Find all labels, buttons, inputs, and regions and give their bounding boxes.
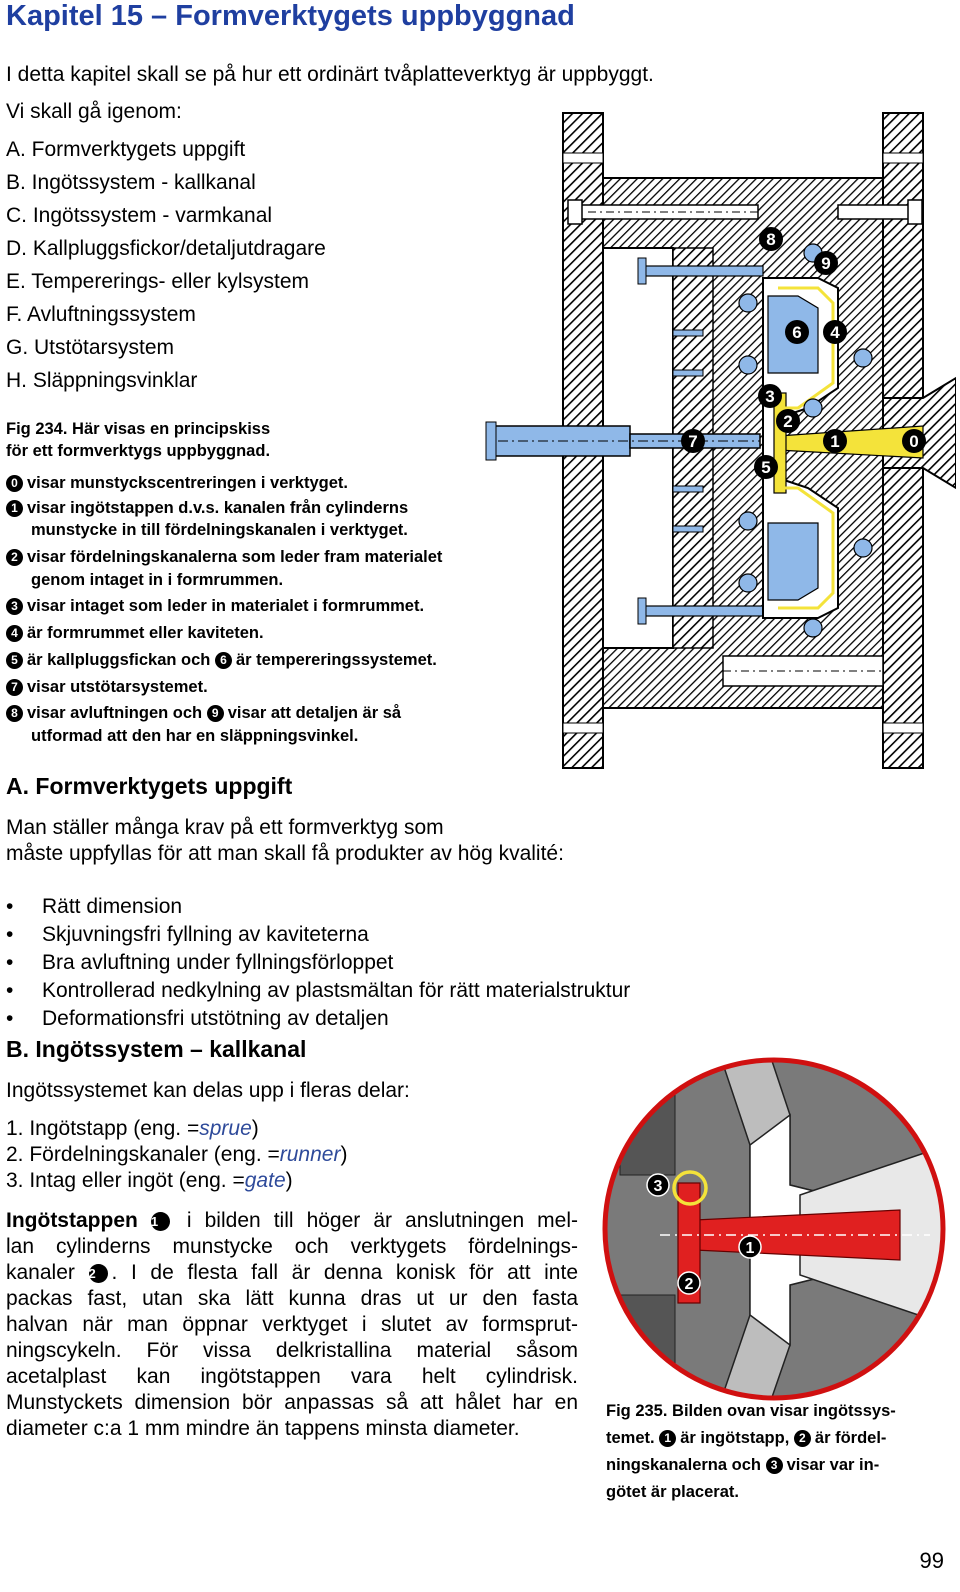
legend-text: visar avluftningen och <box>27 704 203 722</box>
intro-text: I detta kapitel skall se på hur ett ordinärt tvåplatteverktyg är uppbyggt. <box>6 63 654 86</box>
paragraph-line: acetalplast kan ingötstappen vara helt cylindrisk. <box>6 1365 578 1388</box>
number-badge: 3 <box>766 1457 783 1474</box>
legend-text: visar att detaljen är så <box>227 704 402 722</box>
legend-text: är formrummet eller kaviteten. <box>27 624 264 642</box>
label-3: 3 <box>765 387 775 406</box>
number-badge: 8 <box>6 705 23 722</box>
toc-item: C. Ingötssystem - varmkanal <box>6 204 273 227</box>
number-badge: 1 <box>6 500 23 517</box>
toc-item: B. Ingötssystem - kallkanal <box>6 171 256 194</box>
ejector-pin <box>643 266 763 276</box>
list-item: 1. Ingötstapp (eng. =sprue) <box>6 1117 259 1140</box>
legend-text: är kallpluggsfickan och <box>27 651 211 669</box>
legend-text: genom intaget in i formrummen. <box>31 571 284 589</box>
section-a-text: måste uppfyllas för att man skall få produkter av hög kvalité: <box>6 842 564 865</box>
sprue-parts-list <box>6 1116 347 1194</box>
section-b-intro: Ingötssystemet kan delas upp i fleras delar: <box>6 1079 410 1102</box>
paragraph-line: halvan när man öppnar verktyget i slutet av formsprut- <box>6 1313 578 1336</box>
label-2: 2 <box>783 412 793 431</box>
number-badge: 5 <box>6 652 23 669</box>
number-badge: 7 <box>6 679 23 696</box>
number-badge: 4 <box>6 625 23 642</box>
caption-line: götet är placerat. <box>606 1483 739 1501</box>
page-number: 99 <box>919 1548 944 1573</box>
toc-item: H. Släppningsvinklar <box>6 369 198 392</box>
list-item: 3. Intag eller ingöt (eng. =gate) <box>6 1169 293 1192</box>
paragraph-line: packas fast, utan ska lätt kunna dras ut ur den fasta <box>6 1287 578 1310</box>
label-9: 9 <box>821 254 831 273</box>
label-0: 0 <box>909 432 919 451</box>
label-7: 7 <box>688 432 698 451</box>
number-badge: 2 <box>89 1264 108 1283</box>
label-3: 3 <box>653 1178 663 1195</box>
list-item: • Deformationsfri utstötning av detaljen <box>6 1005 630 1033</box>
paragraph-line: ningscykeln. För vissa delkristallina material såsom <box>6 1339 578 1362</box>
list-item: 2. Fördelningskanaler (eng. =runner) <box>6 1143 348 1166</box>
toc-item: A. Formverktygets uppgift <box>6 138 246 161</box>
legend-text: är tempereringssystemet. <box>235 651 437 669</box>
page-title: Kapitel 15 – Formverktygets uppbyggnad <box>6 0 575 32</box>
legend-text: munstycke in till fördelningskanalen i verktyget. <box>31 521 408 539</box>
number-badge: 3 <box>6 598 23 615</box>
toc-heading: Vi skall gå igenom: <box>6 100 182 123</box>
legend-text: visar fördelningskanalerna som leder fram materialet <box>27 548 443 566</box>
number-badge: 2 <box>794 1430 811 1447</box>
section-b-heading: B. Ingötssystem – kallkanal <box>6 1036 307 1062</box>
number-badge: 6 <box>215 652 232 669</box>
number-badge: 1 <box>151 1212 170 1231</box>
label-6: 6 <box>792 323 802 342</box>
legend-text: visar utstötarsystemet. <box>27 678 208 696</box>
figure-234-legend <box>6 470 442 747</box>
mould-diagram <box>478 108 956 780</box>
sprue-detail-figure <box>600 1055 948 1403</box>
ejector-pin <box>643 606 763 616</box>
paragraph-line: lan cylinderns munstycke och verktygets fördelnings- <box>6 1235 578 1258</box>
caption-line: för ett formverktygs uppbyggnad. <box>6 442 271 460</box>
number-badge: 2 <box>6 549 23 566</box>
number-badge: 1 <box>659 1430 676 1447</box>
number-badge: 9 <box>207 705 224 722</box>
legend-text: visar ingötstappen d.v.s. kanalen från cylinderns <box>27 499 409 517</box>
toc-item: D. Kallpluggsfickor/detaljutdragare <box>6 237 326 260</box>
label-8: 8 <box>766 230 776 249</box>
label-5: 5 <box>761 458 771 477</box>
legend-text: utformad att den har en släppningsvinkel. <box>31 727 359 745</box>
toc-item: F. Avluftningssystem <box>6 303 196 326</box>
sprue-paragraph: Ingötstappen 1 i bilden till höger är anslutningen mel- lan cylinderns munstycke och verktygets fördelnings- kanaler 2 . I de flesta fall är denna konisk för att inte packas fast, utan ska lätt kunna dras ut ur den fasta halvan när man öppnar verktyget i slutet av formsprut- ningscykeln. För vissa delkristallina material såsom acetalplast kan ingötstappen vara helt cylindrisk. Munstyckets dimension bör anpassas så att hålet har en diameter c:a 1 mm mindre än tappens minsta diameter. <box>6 1209 579 1440</box>
paragraph-line: Munstyckets dimension bör anpassas så att hålet har en <box>6 1391 578 1414</box>
section-a-text: Man ställer många krav på ett formverktyg som <box>6 816 444 839</box>
list-item: • Rätt dimension <box>6 893 630 921</box>
list-item: • Skjuvningsfri fyllning av kaviteterna <box>6 921 630 949</box>
label-2: 2 <box>684 1276 694 1293</box>
figure-234-caption <box>6 418 270 462</box>
list-item: • Kontrollerad nedkylning av plastsmältan för rätt materialstruktur <box>6 977 630 1005</box>
legend-text: visar intaget som leder in materialet i formrummet. <box>27 597 425 615</box>
toc-item: G. Utstötarsystem <box>6 336 175 359</box>
caption-line: Fig 235. Bilden ovan visar ingötssys- <box>606 1402 896 1420</box>
table-of-contents <box>6 133 326 397</box>
paragraph-line: diameter c:a 1 mm mindre än tappens minsta diameter. <box>6 1417 520 1440</box>
toc-item: E. Tempererings- eller kylsystem <box>6 270 310 293</box>
section-a-heading: A. Formverktygets uppgift <box>6 773 293 799</box>
bold-term: Ingötstappen <box>6 1209 138 1232</box>
label-1: 1 <box>745 1240 755 1257</box>
label-1: 1 <box>830 432 840 451</box>
figure-235-caption: Fig 235. Bilden ovan visar ingötssys- temet. 1 är ingötstapp, 2 är fördel- ningskanalerna och 3 visar var in- götet är placerat. <box>606 1398 942 1506</box>
list-item: • Bra avluftning under fyllningsförloppet <box>6 949 630 977</box>
requirements-list <box>6 893 630 1033</box>
number-badge: 0 <box>6 475 23 492</box>
caption-line: Fig 234. Här visas en principskiss <box>6 420 271 438</box>
lower-cavity <box>768 523 818 600</box>
legend-text: visar munstyckscentreringen i verktyget. <box>27 474 348 492</box>
label-4: 4 <box>830 323 840 342</box>
